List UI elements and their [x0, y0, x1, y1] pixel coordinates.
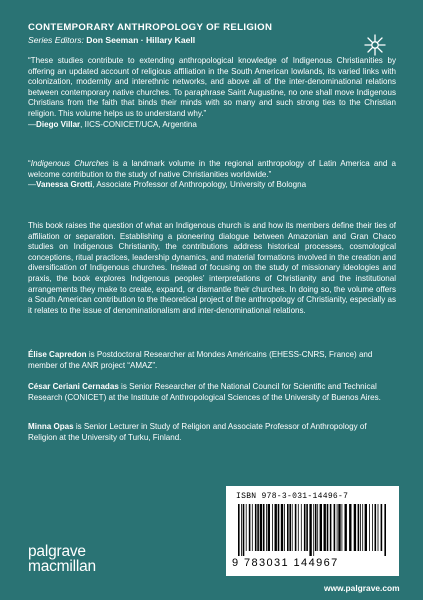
- barcode-bar: [260, 504, 262, 551]
- series-title: CONTEMPORARY ANTHROPOLOGY OF RELIGION: [28, 22, 273, 33]
- quote-1-text: “These studies contribute to extending anthropological knowledge of Indigenous Christianities by offering an updated account of religious affiliation in the South American lowlands, its varied links with colonization, modernity and interethnic networks, and above all of the inter-denominational relations between contemporary native churches. To paraphrase Saint Augustine, no one shall move Indigenous Christians from the faith that binds their minds with so many and such strong ties to the Christian religion. This volume helps us to understand why.”: [28, 56, 396, 118]
- barcode-bar: [304, 504, 306, 551]
- barcode-bar: [315, 504, 317, 551]
- barcode-number: 9 783031 144967: [232, 557, 339, 569]
- barcode-bar: [278, 504, 280, 551]
- barcode-bar: [334, 504, 336, 551]
- barcode-bar: [320, 504, 322, 551]
- barcode-bar: [243, 504, 245, 556]
- barcode-bar: [324, 504, 326, 551]
- editor-bio-3-text: is Senior Lecturer in Study of Religion and Associate Professor of Anthropology of Religion at the University of Turku, Finland.: [28, 422, 367, 442]
- barcode-bar: [301, 504, 302, 551]
- editor-bio-2-text: is Senior Researcher of the National Council for Scientific and Technical Research (CONICET) at the Institute of Anthropological Sciences of the University of Buenos Aires.: [28, 382, 381, 402]
- editor-bio-2: [28, 382, 396, 403]
- barcode-bar: [257, 504, 259, 551]
- publisher-logo: [28, 544, 96, 574]
- book-description: This book raises the question of what an Indigenous church is and how its members define their ties of affiliation or separation. Establishing a pioneering dialogue between Amazonian and Gran Chaco studies on Indigenous Christianity, the contributions address historical processes, cosmological conceptions, ritual practices, leadership dynamics, and material formations involved in the creation and diversification of Indigenous churches. Instead of focusing on the study of missionary ideologies and praxis, the book explores Indigenous peoples’ interpretations of Christianity and the institutional arrangements they make to create, expand, or dismantle their churches. In doing so, the volume offers a South American contribution to the theoretical project of the anthropology of Christianity, especially as it relates to the issue of denominationalism and inter-denominational relations.: [28, 221, 396, 315]
- quote-1-author: Diego Villar: [36, 119, 81, 129]
- endorsement-quote-2: [28, 159, 396, 191]
- barcode-bar: [238, 504, 240, 556]
- quote-2-attribution: —Vanessa Grotti, Associate Professor of Anthropology, University of Bologna: [28, 180, 307, 190]
- quote-1-attribution: —Diego Villar, IICS-CONICET/UCA, Argentina: [28, 119, 197, 129]
- barcode-bar: [295, 504, 297, 551]
- barcode-bar: [246, 504, 247, 551]
- barcode-bar: [365, 504, 367, 551]
- publisher-name-line-2: macmillan: [28, 558, 96, 575]
- editor-bio-2-name: César Ceriani Cernadas: [28, 382, 119, 391]
- isbn-label: ISBN 978-3-031-14496-7: [236, 492, 349, 501]
- editor-bio-3-name: Minna Opas: [28, 422, 74, 431]
- quote-2-author: Vanessa Grotti: [36, 180, 93, 190]
- barcode-bar: [313, 504, 314, 556]
- editor-bio-1: [28, 350, 396, 371]
- editor-bio-3: [28, 422, 396, 443]
- barcode-bar: [272, 504, 273, 551]
- barcode-bar: [268, 504, 270, 551]
- barcode-bar: [378, 504, 379, 551]
- barcode-bar: [263, 504, 265, 551]
- barcode-bar: [349, 504, 351, 551]
- barcode-bar: [337, 504, 338, 551]
- endorsement-quote-1: [28, 56, 396, 130]
- barcode-bar: [369, 504, 370, 551]
- barcode-bar: [241, 504, 242, 556]
- barcode-bar: [362, 504, 363, 551]
- barcode-bar: [358, 504, 360, 551]
- quote-2-affiliation: , Associate Professor of Anthropology, University of Bologna: [92, 180, 307, 190]
- barcode-bar: [284, 504, 285, 551]
- barcode-bar: [372, 504, 373, 551]
- barcode-bar: [360, 504, 361, 551]
- barcode-bar: [275, 504, 277, 551]
- series-editors-label: Series Editors:: [28, 35, 84, 45]
- barcode-bar: [298, 504, 299, 551]
- quote-2-open-mark: “: [28, 159, 31, 168]
- quote-2-text: [28, 159, 396, 180]
- barcode-bar: [345, 504, 347, 551]
- barcode-bar: [381, 504, 383, 551]
- barcode-bar: [330, 504, 332, 551]
- barcode-bar: [342, 504, 343, 551]
- series-editors: [28, 35, 195, 45]
- barcode-bar: [338, 504, 340, 551]
- publisher-name-line-1: palgrave: [28, 543, 86, 560]
- barcode-bar: [281, 504, 283, 551]
- quote-1-affiliation: , IICS-CONICET/UCA, Argentina: [80, 119, 197, 129]
- barcode-bar: [252, 504, 253, 551]
- barcode-bar: [292, 504, 293, 551]
- barcode-bar: [354, 504, 356, 551]
- barcode-bar: [384, 504, 386, 556]
- barcode-bar: [255, 504, 257, 551]
- barcode-bar: [287, 504, 289, 551]
- palgrave-star-icon: [364, 34, 386, 56]
- editor-bio-1-name: Élise Capredon: [28, 350, 87, 359]
- editor-bio-1-text: is Postdoctoral Researcher at Mondes Américains (EHESS-CNRS, France) and member of the ANR project “AMAZ”.: [28, 350, 373, 370]
- barcode-bar: [375, 504, 377, 551]
- quote-2-body: is a landmark volume in the regional anthropology of Latin America and a welcome contribution to the study of native Christianities worldwide.”: [28, 159, 396, 179]
- isbn-barcode: [226, 486, 399, 576]
- quote-2-book-title: Indigenous Churches: [30, 159, 109, 168]
- barcode-bar: [309, 504, 311, 556]
- barcode-bar: [317, 504, 318, 551]
- publisher-website[interactable]: www.palgrave.com: [324, 583, 400, 593]
- barcode-graphic: [234, 504, 391, 556]
- barcode-bar: [266, 504, 267, 551]
- barcode-bar: [306, 504, 308, 551]
- barcode-bar: [249, 504, 251, 551]
- barcode-bar: [327, 504, 329, 551]
- barcode-bar: [289, 504, 291, 551]
- series-editors-names: Don Seeman · Hillary Kaell: [86, 35, 196, 45]
